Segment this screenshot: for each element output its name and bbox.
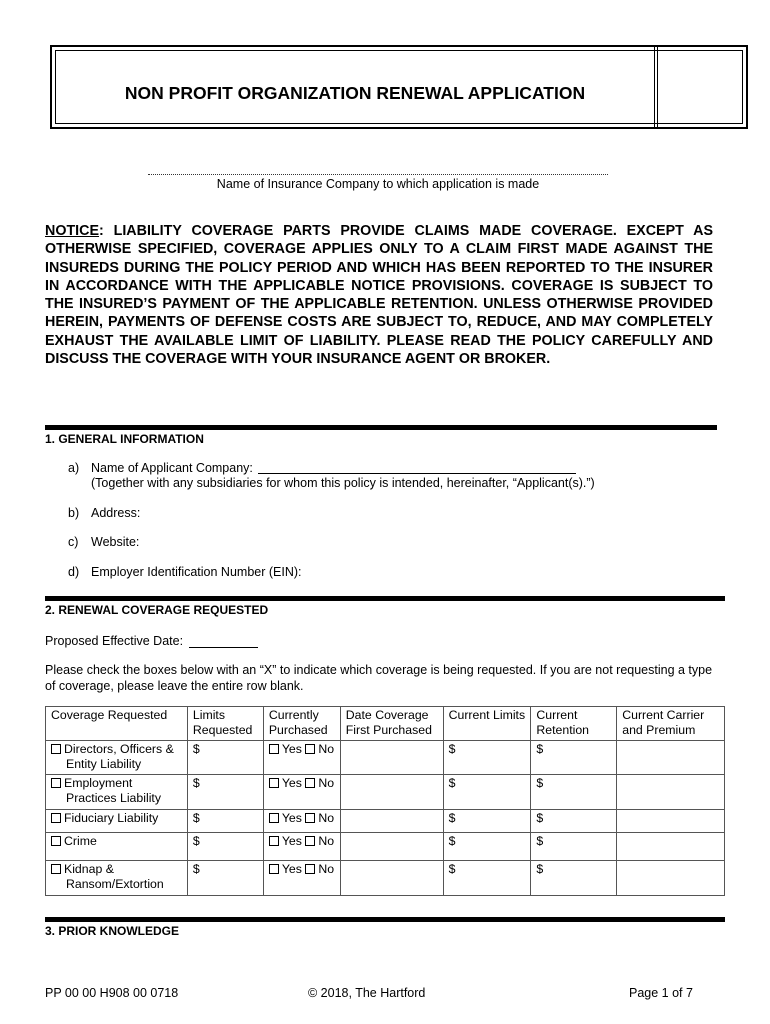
effective-date-input[interactable] bbox=[189, 632, 258, 648]
table-row bbox=[46, 741, 725, 775]
yes-checkbox[interactable] bbox=[269, 744, 279, 754]
purchased-cell: Yes No bbox=[263, 833, 340, 861]
retention-cell[interactable]: $ bbox=[531, 741, 617, 775]
coverage-checkbox[interactable] bbox=[51, 813, 61, 823]
form-number: PP 00 00 H908 00 0718 bbox=[45, 986, 179, 1000]
coverage-cell: Crime bbox=[46, 833, 188, 861]
table-header-row bbox=[46, 707, 725, 741]
field-c-label: c) bbox=[68, 535, 79, 549]
yes-checkbox[interactable] bbox=[269, 813, 279, 823]
yes-checkbox[interactable] bbox=[269, 778, 279, 788]
notice-label: NOTICE bbox=[45, 223, 100, 239]
coverage-checkbox[interactable] bbox=[51, 778, 61, 788]
applicant-note: (Together with any subsidiaries for whom this policy is intended, hereinafter, “Applicant(s).”) bbox=[91, 476, 595, 490]
current-limits-cell[interactable]: $ bbox=[443, 810, 531, 833]
title-box bbox=[50, 45, 748, 129]
yes-checkbox[interactable] bbox=[269, 864, 279, 874]
limits-cell[interactable]: $ bbox=[187, 775, 263, 810]
page-title: NON PROFIT ORGANIZATION RENEWAL APPLICATION bbox=[124, 83, 586, 103]
limits-cell[interactable]: $ bbox=[187, 810, 263, 833]
applicant-name-input[interactable] bbox=[258, 458, 576, 474]
retention-cell[interactable]: $ bbox=[531, 775, 617, 810]
retention-cell[interactable]: $ bbox=[531, 861, 617, 896]
date-cell[interactable] bbox=[340, 775, 443, 810]
copyright: © 2018, The Hartford bbox=[308, 986, 426, 1000]
field-b-label: b) bbox=[68, 506, 80, 520]
section-3-heading: 3. PRIOR KNOWLEDGE bbox=[45, 924, 180, 938]
carrier-cell[interactable] bbox=[617, 833, 725, 861]
retention-cell[interactable]: $ bbox=[531, 810, 617, 833]
purchased-cell: Yes No bbox=[263, 861, 340, 896]
coverage-checkbox[interactable] bbox=[51, 864, 61, 874]
retention-cell[interactable]: $ bbox=[531, 833, 617, 861]
coverage-checkbox[interactable] bbox=[51, 744, 61, 754]
table-row bbox=[46, 775, 725, 810]
no-checkbox[interactable] bbox=[305, 836, 315, 846]
applicant-name-label: Name of Applicant Company: bbox=[91, 461, 253, 475]
section-rule bbox=[45, 917, 725, 922]
carrier-cell[interactable] bbox=[617, 775, 725, 810]
no-checkbox[interactable] bbox=[305, 778, 315, 788]
field-d-label: d) bbox=[68, 565, 80, 579]
coverage-cell: Directors, Officers & Entity Liability bbox=[46, 741, 188, 775]
column-header: Current Limits bbox=[443, 707, 531, 741]
section-1-heading: 1. GENERAL INFORMATION bbox=[45, 432, 204, 446]
purchased-cell: Yes No bbox=[263, 810, 340, 833]
date-cell[interactable] bbox=[340, 833, 443, 861]
column-header: Date Coverage First Purchased bbox=[340, 707, 443, 741]
section-rule bbox=[45, 596, 725, 601]
ein-label: Employer Identification Number (EIN): bbox=[91, 565, 302, 579]
column-header: Current Retention bbox=[531, 707, 617, 741]
carrier-cell[interactable] bbox=[617, 810, 725, 833]
coverage-table bbox=[45, 706, 725, 896]
address-label: Address: bbox=[91, 506, 141, 520]
column-header: Currently Purchased bbox=[263, 707, 340, 741]
section-rule bbox=[45, 425, 717, 430]
date-cell[interactable] bbox=[340, 741, 443, 775]
limits-cell[interactable]: $ bbox=[187, 833, 263, 861]
date-cell[interactable] bbox=[340, 810, 443, 833]
table-row bbox=[46, 861, 725, 896]
limits-cell[interactable]: $ bbox=[187, 741, 263, 775]
insurer-caption: Name of Insurance Company to which application is made bbox=[216, 177, 540, 191]
page-number: Page 1 of 7 bbox=[629, 986, 693, 1000]
field-a-label: a) bbox=[68, 461, 80, 475]
no-checkbox[interactable] bbox=[305, 744, 315, 754]
yes-checkbox[interactable] bbox=[269, 836, 279, 846]
column-header: Coverage Requested bbox=[46, 707, 188, 741]
column-header: Limits Requested bbox=[187, 707, 263, 741]
notice-paragraph bbox=[45, 222, 713, 368]
current-limits-cell[interactable]: $ bbox=[443, 741, 531, 775]
effective-date-label: Proposed Effective Date: bbox=[45, 634, 184, 648]
insurer-name-field[interactable] bbox=[148, 174, 608, 175]
no-checkbox[interactable] bbox=[305, 813, 315, 823]
coverage-checkbox[interactable] bbox=[51, 836, 61, 846]
coverage-cell: Employment Practices Liability bbox=[46, 775, 188, 810]
coverage-instructions: Please check the boxes below with an “X” to indicate which coverage is being requested. If you are not requesting a type of coverage, please leave the entire row blank. bbox=[45, 663, 713, 693]
current-limits-cell[interactable]: $ bbox=[443, 775, 531, 810]
section-2-heading: 2. RENEWAL COVERAGE REQUESTED bbox=[45, 603, 269, 617]
website-label: Website: bbox=[91, 535, 140, 549]
table-row bbox=[46, 810, 725, 833]
coverage-cell: Kidnap & Ransom/Extortion bbox=[46, 861, 188, 896]
notice-text: : LIABILITY COVERAGE PARTS PROVIDE CLAIMS MADE COVERAGE. EXCEPT AS OTHERWISE SPECIFIED, COVERAGE APPLIES ONLY TO A CLAIM FIRST MADE AGAINST THE INSUREDS DURING THE POLICY PERIOD AND WHICH HAS BEEN REPORTED TO THE INSURER IN ACCORDANCE WITH THE APPLICABLE NOTICE PROVISIONS. COVERAGE IS SUBJECT TO THE INSURED’S PAYMENT OF THE APPLICABLE RETENTION. UNLESS OTHERWISE PROVIDED HEREIN, PAYMENTS OF DEFENSE COSTS ARE SUBJECT TO, REDUCE, AND MAY COMPLETELY EXHAUST THE AVAILABLE LIMIT OF LIABILITY. PLEASE READ THE POLICY CAREFULLY AND DISCUSS THE COVERAGE WITH YOUR INSURANCE AGENT OR BROKER. bbox=[45, 223, 713, 368]
carrier-cell[interactable] bbox=[617, 861, 725, 896]
current-limits-cell[interactable]: $ bbox=[443, 833, 531, 861]
purchased-cell: Yes No bbox=[263, 775, 340, 810]
no-checkbox[interactable] bbox=[305, 864, 315, 874]
coverage-cell: Fiduciary Liability bbox=[46, 810, 188, 833]
carrier-cell[interactable] bbox=[617, 741, 725, 775]
limits-cell[interactable]: $ bbox=[187, 861, 263, 896]
current-limits-cell[interactable]: $ bbox=[443, 861, 531, 896]
date-cell[interactable] bbox=[340, 861, 443, 896]
column-header: Current Carrier and Premium bbox=[617, 707, 725, 741]
purchased-cell: Yes No bbox=[263, 741, 340, 775]
table-row bbox=[46, 833, 725, 861]
